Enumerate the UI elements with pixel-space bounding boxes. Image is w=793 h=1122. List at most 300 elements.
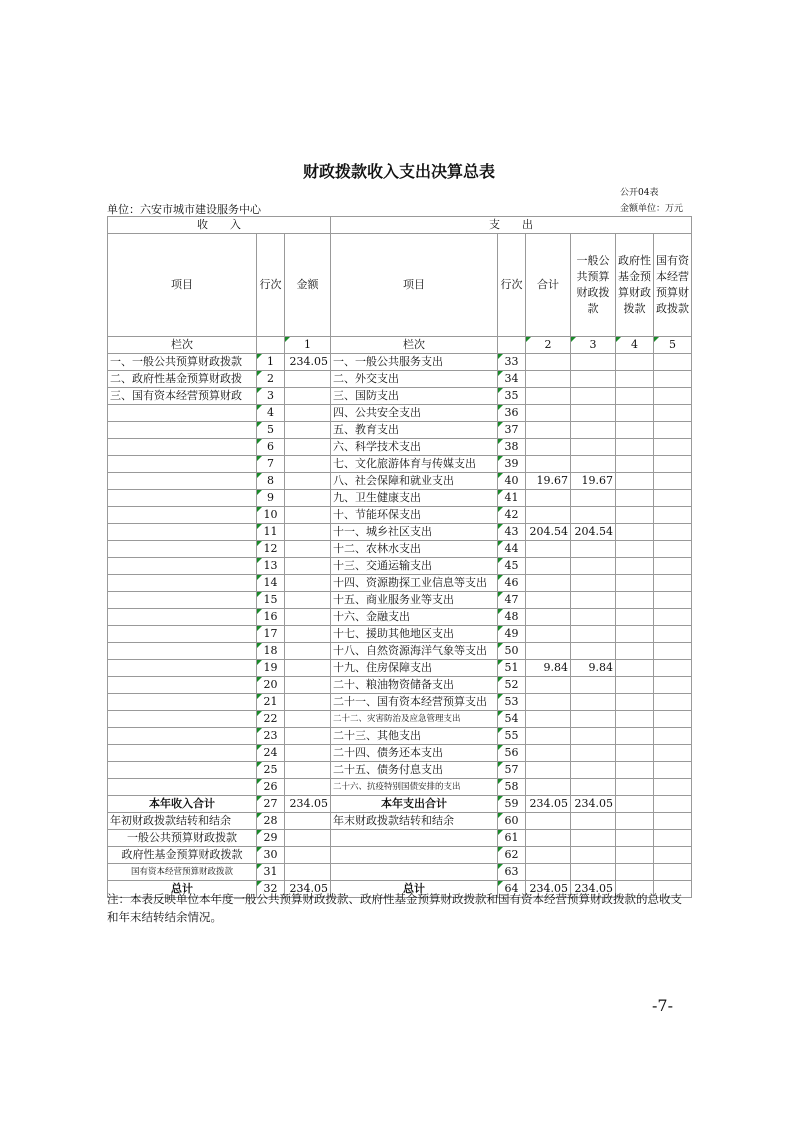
general-amount [571, 677, 616, 694]
lanci-2: 2 [526, 337, 571, 354]
expense-item: 八、社会保障和就业支出 [331, 473, 498, 490]
expense-line: 45 [498, 558, 526, 575]
general-amount: 19.67 [571, 473, 616, 490]
expense-line: 52 [498, 677, 526, 694]
expense-item: 十八、自然资源海洋气象等支出 [331, 643, 498, 660]
state-capital-amount [654, 524, 692, 541]
general-amount [571, 864, 616, 881]
expense-item: 年末财政拨款结转和结余 [331, 813, 498, 830]
total-amount [526, 405, 571, 422]
expense-line: 49 [498, 626, 526, 643]
table-row [108, 694, 692, 711]
total-amount [526, 643, 571, 660]
expense-line: 60 [498, 813, 526, 830]
expense-line: 62 [498, 847, 526, 864]
income-item [108, 660, 257, 677]
table-row [108, 830, 692, 847]
expense-item: 十一、城乡社区支出 [331, 524, 498, 541]
gov-fund-amount [616, 626, 654, 643]
expense-item [331, 847, 498, 864]
state-capital-amount [654, 422, 692, 439]
table-row [108, 762, 692, 779]
total-amount [526, 558, 571, 575]
total-amount [526, 762, 571, 779]
expense-header: 支 出 [331, 217, 692, 234]
state-capital-amount [654, 609, 692, 626]
expense-line: 34 [498, 371, 526, 388]
general-amount [571, 609, 616, 626]
income-line: 17 [257, 626, 285, 643]
amount-unit: 金额单位：万元 [620, 204, 684, 214]
income-amount [285, 541, 331, 558]
income-amount [285, 694, 331, 711]
unit-name: 单位：六安市城市建设服务中心 [107, 203, 261, 216]
general-amount [571, 779, 616, 796]
expense-line: 63 [498, 864, 526, 881]
income-item: 二、政府性基金预算财政拨 [108, 371, 257, 388]
total-header: 合计 [526, 234, 571, 337]
gov-fund-amount [616, 728, 654, 745]
income-amount [285, 575, 331, 592]
expense-item: 二十六、抗疫特别国债安排的支出 [331, 779, 498, 796]
expense-line: 39 [498, 456, 526, 473]
income-line: 23 [257, 728, 285, 745]
income-line: 31 [257, 864, 285, 881]
expense-line: 41 [498, 490, 526, 507]
income-amount [285, 388, 331, 405]
income-item: 年初财政拨款结转和结余 [108, 813, 257, 830]
income-line: 25 [257, 762, 285, 779]
state-capital-amount [654, 847, 692, 864]
state-capital-amount [654, 371, 692, 388]
expense-item: 十四、资源勘探工业信息等支出 [331, 575, 498, 592]
general-amount [571, 728, 616, 745]
expense-line: 38 [498, 439, 526, 456]
income-line: 16 [257, 609, 285, 626]
gov-fund-amount [616, 762, 654, 779]
expense-line: 51 [498, 660, 526, 677]
expense-item: 一、一般公共服务支出 [331, 354, 498, 371]
expense-item: 七、文化旅游体育与传媒支出 [331, 456, 498, 473]
income-line: 8 [257, 473, 285, 490]
expense-line: 42 [498, 507, 526, 524]
table-row [108, 490, 692, 507]
expense-item: 二十四、债务还本支出 [331, 745, 498, 762]
table-row [108, 609, 692, 626]
state-capital-amount [654, 592, 692, 609]
income-line: 15 [257, 592, 285, 609]
income-item: 一、一般公共预算财政拨款 [108, 354, 257, 371]
general-amount [571, 830, 616, 847]
table-row [108, 388, 692, 405]
income-amount [285, 626, 331, 643]
expense-line: 50 [498, 643, 526, 660]
income-item: 三、国有资本经营预算财政 [108, 388, 257, 405]
general-amount [571, 745, 616, 762]
total-amount [526, 592, 571, 609]
expense-item: 十五、商业服务业等支出 [331, 592, 498, 609]
expense-item: 十二、农林水支出 [331, 541, 498, 558]
expense-item: 十、节能环保支出 [331, 507, 498, 524]
expense-item: 十九、住房保障支出 [331, 660, 498, 677]
income-item: 一般公共预算财政拨款 [108, 830, 257, 847]
income-amount [285, 728, 331, 745]
general-amount [571, 354, 616, 371]
general-amount [571, 711, 616, 728]
income-item [108, 456, 257, 473]
income-line: 11 [257, 524, 285, 541]
total-amount [526, 677, 571, 694]
expense-item: 二十五、债务付息支出 [331, 762, 498, 779]
expense-item [331, 864, 498, 881]
year-total-row: 本年收入合计 27 234.05 本年支出合计 59 234.05 234.05 [108, 796, 692, 813]
expense-item: 十七、援助其他地区支出 [331, 626, 498, 643]
total-amount [526, 626, 571, 643]
income-amount-header: 金额 [285, 234, 331, 337]
income-line: 30 [257, 847, 285, 864]
income-item [108, 422, 257, 439]
general-amount [571, 592, 616, 609]
gov-fund-amount [616, 456, 654, 473]
state-capital-amount [654, 541, 692, 558]
table-row [108, 524, 692, 541]
income-amount [285, 643, 331, 660]
income-item [108, 609, 257, 626]
grand-total-row: 总计 32 234.05 总计 64 234.05 234.05 [108, 881, 692, 898]
total-amount [526, 847, 571, 864]
expense-line: 54 [498, 711, 526, 728]
general-amount [571, 575, 616, 592]
form-code: 公开04表 [620, 188, 659, 198]
expense-item-header: 项目 [331, 234, 498, 337]
total-amount [526, 813, 571, 830]
expense-item: 十三、交通运输支出 [331, 558, 498, 575]
lanci-4: 4 [616, 337, 654, 354]
state-capital-amount [654, 626, 692, 643]
gov-fund-amount [616, 473, 654, 490]
expense-line-header: 行次 [498, 234, 526, 337]
general-amount [571, 388, 616, 405]
expense-line: 33 [498, 354, 526, 371]
expense-item: 六、科学技术支出 [331, 439, 498, 456]
table-row [108, 745, 692, 762]
total-amount: 19.67 [526, 473, 571, 490]
gov-fund-amount [616, 490, 654, 507]
table-row [108, 473, 692, 490]
income-item [108, 694, 257, 711]
state-capital-amount [654, 456, 692, 473]
total-amount [526, 388, 571, 405]
income-amount [285, 558, 331, 575]
lanci-3: 3 [571, 337, 616, 354]
state-capital-amount [654, 813, 692, 830]
table-row [108, 371, 692, 388]
income-item [108, 575, 257, 592]
income-item [108, 626, 257, 643]
total-amount [526, 779, 571, 796]
total-amount [526, 371, 571, 388]
income-line: 10 [257, 507, 285, 524]
state-capital-amount [654, 643, 692, 660]
table-row [108, 677, 692, 694]
table-row [108, 439, 692, 456]
expense-line: 48 [498, 609, 526, 626]
income-line: 22 [257, 711, 285, 728]
expense-item: 三、国防支出 [331, 388, 498, 405]
state-capital-amount [654, 405, 692, 422]
table-row [108, 660, 692, 677]
general-amount [571, 507, 616, 524]
income-amount [285, 847, 331, 864]
table-row [108, 711, 692, 728]
lanci-1: 1 [285, 337, 331, 354]
state-capital-amount [654, 660, 692, 677]
gov-fund-amount [616, 575, 654, 592]
income-item [108, 473, 257, 490]
lanci-5: 5 [654, 337, 692, 354]
gov-fund-amount [616, 643, 654, 660]
table-row [108, 354, 692, 371]
table-row [108, 422, 692, 439]
expense-line: 56 [498, 745, 526, 762]
general-amount: 9.84 [571, 660, 616, 677]
state-capital-amount [654, 558, 692, 575]
total-amount [526, 609, 571, 626]
general-amount [571, 762, 616, 779]
income-line: 2 [257, 371, 285, 388]
state-capital-amount [654, 473, 692, 490]
page-number: -7- [652, 996, 673, 1015]
state-capital-amount [654, 490, 692, 507]
expense-line: 57 [498, 762, 526, 779]
state-capital-amount [654, 575, 692, 592]
expense-line: 35 [498, 388, 526, 405]
expense-item: 二十、粮油物资储备支出 [331, 677, 498, 694]
expense-item: 二十二、灾害防治及应急管理支出 [331, 711, 498, 728]
state-capital-amount [654, 779, 692, 796]
total-amount [526, 694, 571, 711]
expense-item [331, 830, 498, 847]
page-title: 财政拨款收入支出决算总表 [302, 162, 495, 181]
income-amount [285, 813, 331, 830]
general-amount [571, 847, 616, 864]
income-amount [285, 830, 331, 847]
expense-line: 61 [498, 830, 526, 847]
state-capital-amount [654, 711, 692, 728]
general-amount [571, 439, 616, 456]
lanci-label: 栏次 [108, 337, 257, 354]
general-amount [571, 558, 616, 575]
income-item [108, 439, 257, 456]
gov-fund-amount [616, 541, 654, 558]
expense-line: 53 [498, 694, 526, 711]
income-line: 28 [257, 813, 285, 830]
general-amount [571, 541, 616, 558]
gov-fund-amount [616, 507, 654, 524]
income-line: 14 [257, 575, 285, 592]
total-amount [526, 439, 571, 456]
income-amount [285, 592, 331, 609]
gov-fund-amount [616, 422, 654, 439]
state-capital-amount [654, 388, 692, 405]
income-amount [285, 677, 331, 694]
income-amount [285, 490, 331, 507]
income-item [108, 728, 257, 745]
general-amount [571, 490, 616, 507]
income-item: 政府性基金预算财政拨款 [108, 847, 257, 864]
table-row [108, 456, 692, 473]
state-capital-amount [654, 728, 692, 745]
expense-item: 九、卫生健康支出 [331, 490, 498, 507]
income-line: 24 [257, 745, 285, 762]
income-line: 29 [257, 830, 285, 847]
state-capital-amount [654, 677, 692, 694]
general-amount [571, 694, 616, 711]
total-amount [526, 490, 571, 507]
income-line: 18 [257, 643, 285, 660]
gov-fund-header: 政府性基金预算财政拨款 [616, 234, 654, 337]
income-item [108, 592, 257, 609]
income-amount [285, 524, 331, 541]
gov-fund-amount [616, 609, 654, 626]
gov-fund-amount [616, 524, 654, 541]
income-line-header: 行次 [257, 234, 285, 337]
table-row [108, 541, 692, 558]
income-line: 26 [257, 779, 285, 796]
gov-fund-amount [616, 660, 654, 677]
gov-fund-amount [616, 558, 654, 575]
gov-fund-amount [616, 830, 654, 847]
table-row [108, 847, 692, 864]
total-amount [526, 728, 571, 745]
gov-fund-amount [616, 439, 654, 456]
gov-fund-amount [616, 354, 654, 371]
income-amount [285, 609, 331, 626]
gov-fund-amount [616, 371, 654, 388]
gov-fund-amount [616, 864, 654, 881]
total-amount [526, 456, 571, 473]
gov-fund-amount [616, 847, 654, 864]
income-item [108, 762, 257, 779]
income-line: 21 [257, 694, 285, 711]
income-amount [285, 711, 331, 728]
general-amount [571, 405, 616, 422]
total-amount [526, 354, 571, 371]
income-item [108, 779, 257, 796]
total-amount [526, 830, 571, 847]
income-amount [285, 864, 331, 881]
income-amount [285, 456, 331, 473]
expense-line: 58 [498, 779, 526, 796]
table-row [108, 558, 692, 575]
expense-item: 二十一、国有资本经营预算支出 [331, 694, 498, 711]
income-line: 12 [257, 541, 285, 558]
income-item [108, 405, 257, 422]
gov-fund-amount [616, 694, 654, 711]
table-row [108, 507, 692, 524]
lanci-label-2: 栏次 [331, 337, 498, 354]
expense-item: 四、公共安全支出 [331, 405, 498, 422]
gov-fund-amount [616, 813, 654, 830]
total-amount [526, 711, 571, 728]
general-amount [571, 371, 616, 388]
total-amount [526, 541, 571, 558]
general-amount [571, 813, 616, 830]
income-amount [285, 371, 331, 388]
expense-line: 47 [498, 592, 526, 609]
table-row [108, 575, 692, 592]
income-line: 9 [257, 490, 285, 507]
state-capital-amount [654, 354, 692, 371]
state-capital-amount [654, 830, 692, 847]
income-item [108, 541, 257, 558]
state-capital-amount [654, 745, 692, 762]
income-line: 6 [257, 439, 285, 456]
total-amount [526, 745, 571, 762]
income-line: 20 [257, 677, 285, 694]
income-item [108, 524, 257, 541]
total-amount [526, 575, 571, 592]
table-row [108, 864, 692, 881]
income-amount [285, 439, 331, 456]
total-amount [526, 422, 571, 439]
table-row [108, 779, 692, 796]
expense-line: 46 [498, 575, 526, 592]
gov-fund-amount [616, 711, 654, 728]
income-item [108, 677, 257, 694]
general-amount: 204.54 [571, 524, 616, 541]
income-line: 1 [257, 354, 285, 371]
expense-item: 二十三、其他支出 [331, 728, 498, 745]
expense-line: 55 [498, 728, 526, 745]
table-row [108, 592, 692, 609]
income-amount [285, 405, 331, 422]
expense-line: 37 [498, 422, 526, 439]
table-row [108, 728, 692, 745]
income-amount: 234.05 [285, 354, 331, 371]
expense-item: 十六、金融支出 [331, 609, 498, 626]
table-row [108, 405, 692, 422]
general-amount [571, 422, 616, 439]
income-item [108, 490, 257, 507]
expense-line: 40 [498, 473, 526, 490]
income-line: 7 [257, 456, 285, 473]
total-amount [526, 864, 571, 881]
summary-table [107, 216, 691, 898]
state-capital-amount [654, 439, 692, 456]
general-amount [571, 626, 616, 643]
state-capital-amount [654, 864, 692, 881]
income-line: 3 [257, 388, 285, 405]
income-item [108, 507, 257, 524]
state-capital-amount [654, 694, 692, 711]
table-row [108, 643, 692, 660]
general-amount [571, 456, 616, 473]
state-capital-header: 国有资本经营预算财政拨款 [654, 234, 692, 337]
expense-item: 二、外交支出 [331, 371, 498, 388]
income-line: 4 [257, 405, 285, 422]
total-amount: 204.54 [526, 524, 571, 541]
table-note: 注：本表反映单位本年度一般公共预算财政拨款、政府性基金预算财政拨款和国有资本经营预算财政拨款的总收支和年末结转结余情况。 [107, 892, 682, 924]
income-amount [285, 507, 331, 524]
income-item-header: 项目 [108, 234, 257, 337]
income-item [108, 745, 257, 762]
table-row [108, 626, 692, 643]
gov-fund-amount [616, 592, 654, 609]
income-amount [285, 660, 331, 677]
expense-line: 36 [498, 405, 526, 422]
income-line: 13 [257, 558, 285, 575]
